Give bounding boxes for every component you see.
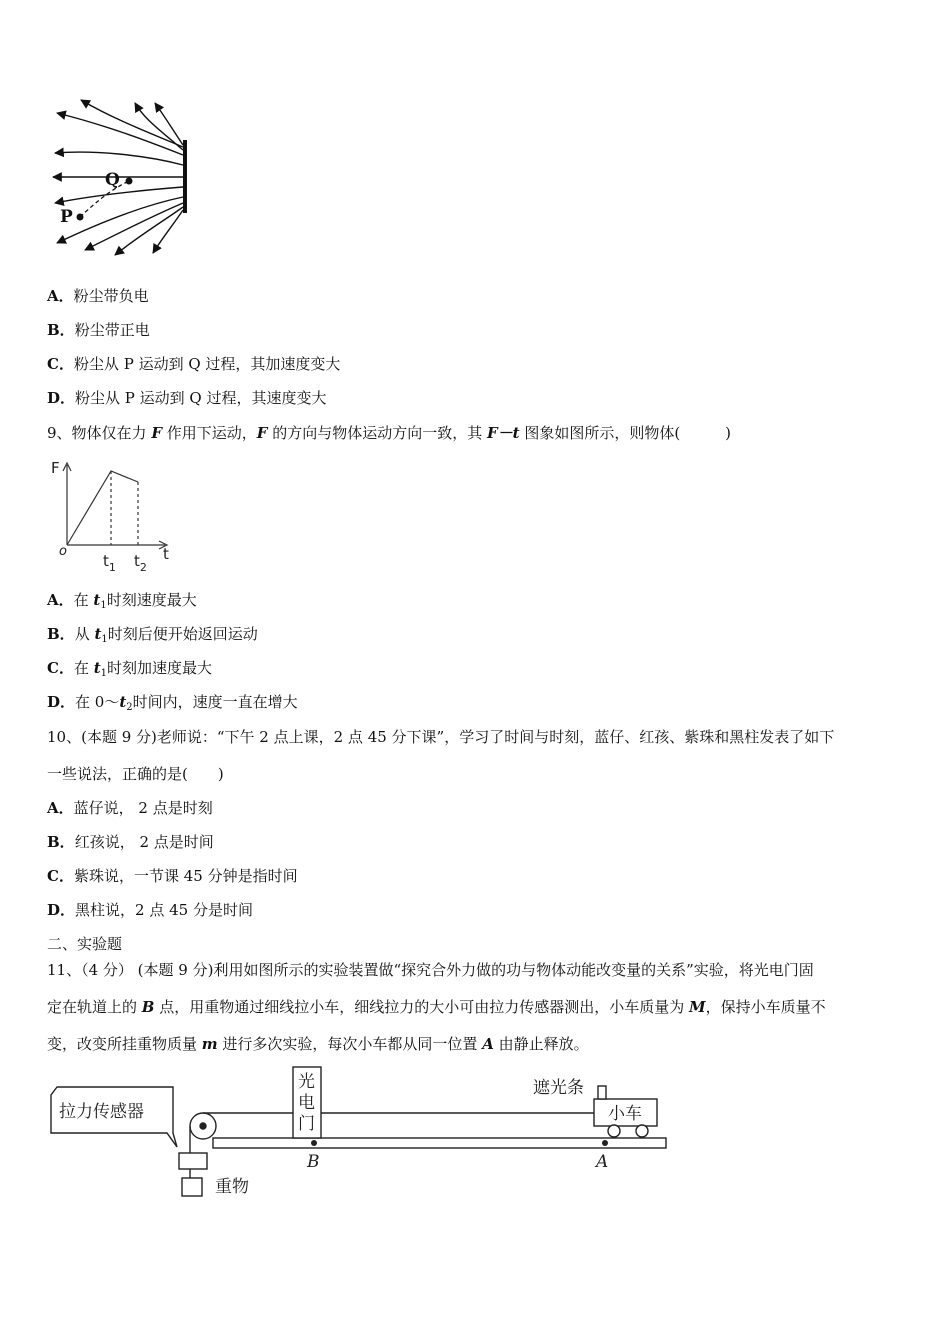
q8-option-c: C．粉尘从 P 运动到 Q 过程，其加速度变大 [47,355,341,373]
sensor-label: 拉力传感器 [59,1102,144,1122]
cart-label: 小车 [608,1104,642,1124]
q10-option-c: C．紫珠说，一节课 45 分钟是指时间 [47,867,298,885]
q11-stem-line3: 变，改变所挂重物质量 m 进行多次实验，每次小车都从同一位置 A 由静止释放。 [47,1035,589,1053]
q8-option-d: D．粉尘从 P 运动到 Q 过程，其速度变大 [47,389,327,407]
q10-stem-line1: 10、(本题 9 分)老师说：“下午 2 点上课，2 点 45 分下课”，学习了时间与时刻，蓝仔、红孩、紫珠和黑柱发表了如下 [47,728,835,746]
q9-option-a: A．在 $t_1$时刻速度最大 [47,591,197,611]
weight-label: 重物 [215,1177,249,1197]
q11-stem-line2: 定在轨道上的 B 点，用重物通过细线拉小车，细线拉力的大小可由拉力传感器测出，小车质量为 M，保持小车质量不 [47,998,826,1016]
gate-label-1: 光 [298,1072,315,1092]
graph-t1-label: $t_1$ [103,552,116,574]
graph-x-label: t [163,545,169,563]
section-heading: 二、实验题 [47,935,123,953]
q8-option-a: A．粉尘带负电 [47,287,149,305]
shade-label: 遮光条 [533,1078,584,1098]
q10-option-b: B．红孩说， 2 点是时间 [47,833,214,851]
q8-option-b: B．粉尘带正电 [47,321,150,339]
point-b-label: B [307,1152,320,1172]
graph-y-label: F [51,459,60,477]
q11-stem-line1: 11、（4 分） (本题 9 分)利用如图所示的实验装置做“探究合外力做的功与物体动能改变量的关系”实验，将光电门固 [47,961,814,979]
graph-t2-label: $t_2$ [134,552,147,574]
q9-option-d: D．在 $0\sim t_2$时间内，速度一直在增大 [47,693,298,713]
label-q: Q [105,170,120,190]
f-t-graph [45,455,185,580]
q9-stem: 9、物体仅在力 F 作用下运动，F 的方向与物体运动方向一致，其 F－t 图象如图所示，则物体( ) [47,424,732,442]
gate-label-3: 门 [298,1114,315,1134]
q9-option-c: C．在 $t_1$时刻加速度最大 [47,659,213,679]
q10-option-a: A．蓝仔说， 2 点是时刻 [47,799,213,817]
electric-field-figure [45,95,205,260]
q10-option-d: D．黑柱说，2 点 45 分是时间 [47,901,253,919]
experiment-apparatus-figure [45,1065,675,1205]
label-p: P [60,207,73,227]
q10-stem-line2: 一些说法，正确的是( ) [47,765,224,783]
gate-label-2: 电 [298,1093,315,1113]
point-a-label: A [596,1152,609,1172]
graph-origin: o [59,544,67,559]
q9-option-b: B．从 $t_1$时刻后便开始返回运动 [47,625,258,645]
